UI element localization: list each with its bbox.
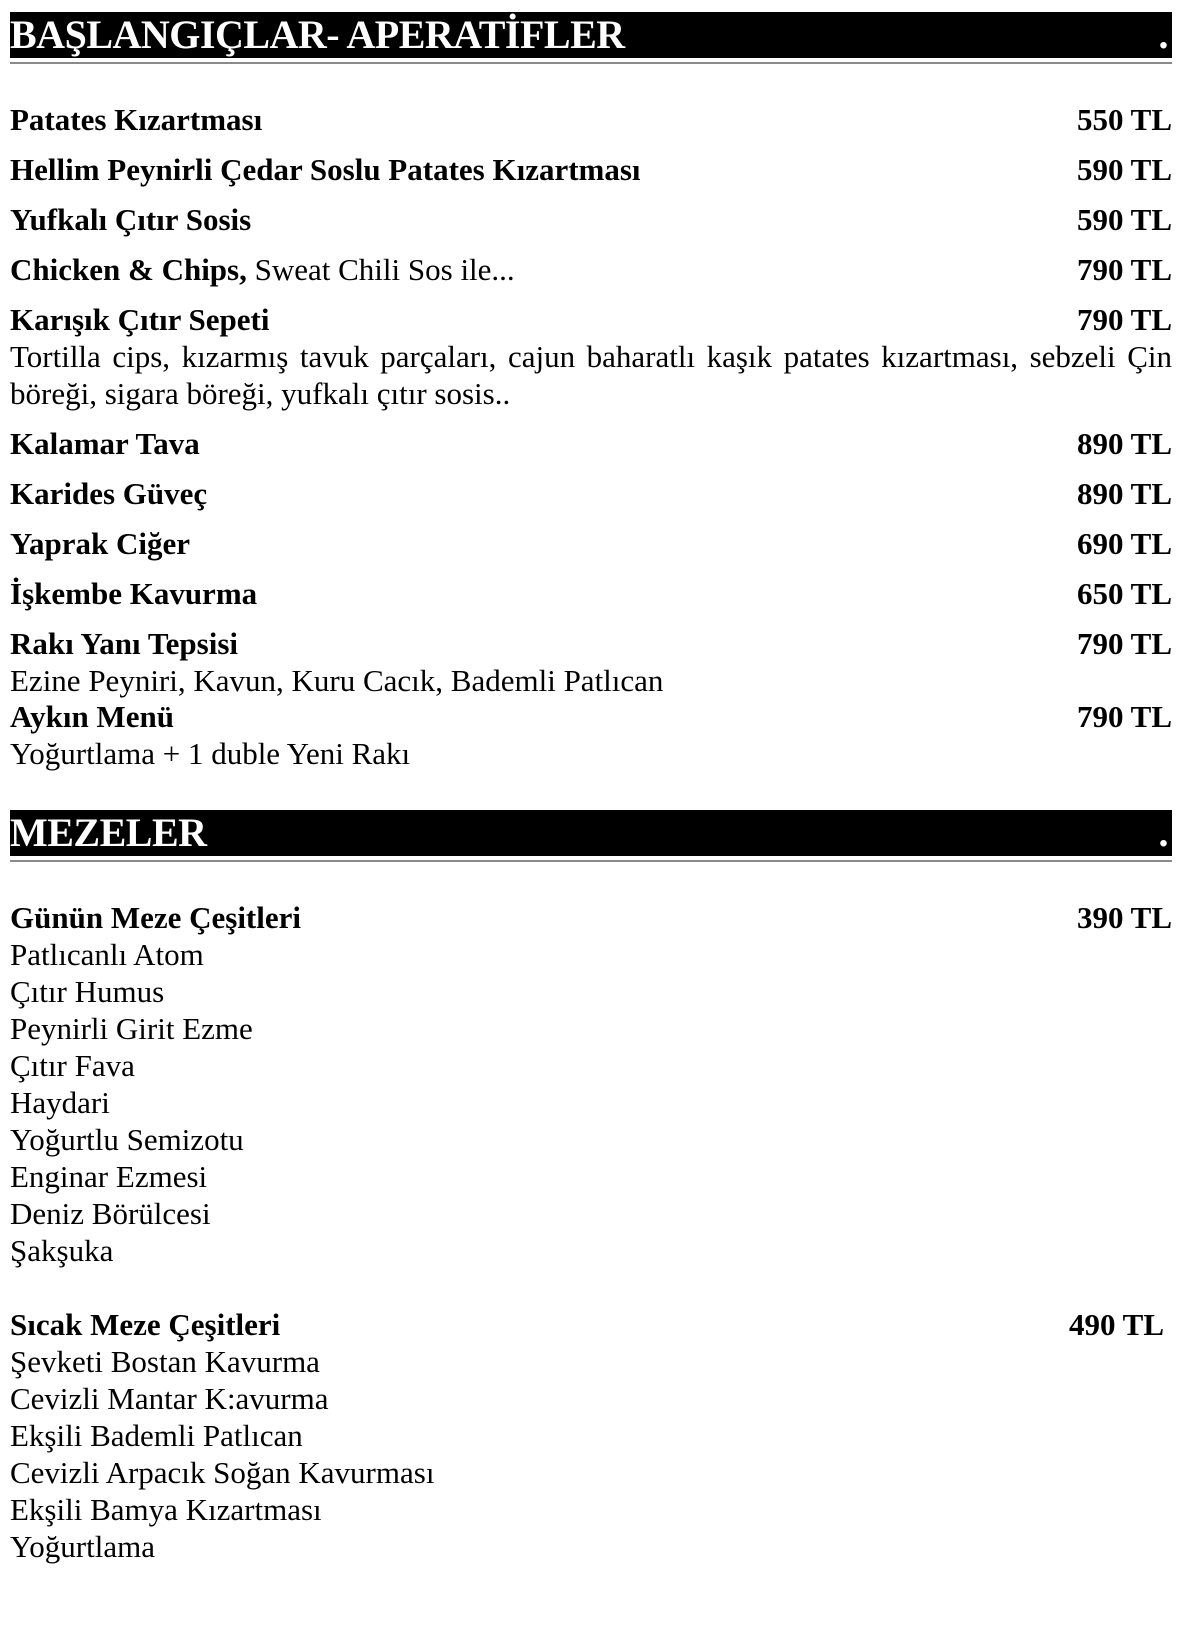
menu-item (10, 576, 1172, 612)
item-price: 590 TL (1076, 152, 1172, 187)
meze-group-header (10, 900, 1172, 936)
menu-page (10, 12, 1172, 1565)
section-header-starters (10, 12, 1172, 58)
menu-item (10, 626, 1172, 662)
item-price: 890 TL (1076, 476, 1172, 511)
meze-group-header (10, 1307, 1172, 1343)
group-price: 490 TL (1068, 1307, 1164, 1342)
item-price: 790 TL (1076, 302, 1172, 337)
item-price: 790 TL (1076, 699, 1172, 734)
group-name: Sıcak Meze Çeşitleri (10, 1307, 281, 1342)
item-name: Yufkalı Çıtır Sosis (10, 202, 252, 237)
menu-item (10, 102, 1172, 138)
item-description: Yoğurtlama + 1 duble Yeni Rakı (10, 736, 411, 771)
list-item: Yoğurtlama (10, 1529, 155, 1564)
list-item: Yoğurtlu Semizotu (10, 1122, 244, 1157)
item-inline-description: Sweat Chili Sos ile... (246, 252, 515, 287)
list-item: Cevizli Mantar K:avurma (10, 1381, 329, 1416)
menu-item (10, 526, 1172, 562)
item-name: Chicken & Chips, (10, 252, 247, 287)
item-price: 790 TL (1076, 252, 1172, 287)
meze-list (10, 1343, 1172, 1565)
item-name: Karışık Çıtır Sepeti (10, 302, 270, 337)
item-name: Patates Kızartması (10, 102, 263, 137)
item-name: Aykın Menü (10, 699, 174, 734)
list-item: Enginar Ezmesi (10, 1159, 208, 1194)
menu-item (10, 426, 1172, 462)
item-name: Hellim Peynirli Çedar Soslu Patates Kızartması (10, 152, 641, 187)
list-item: Cevizli Arpacık Soğan Kavurması (10, 1455, 435, 1490)
list-item: Şakşuka (10, 1233, 114, 1268)
list-item: Peynirli Girit Ezme (10, 1011, 253, 1046)
section-title-mezes: MEZELER (10, 810, 207, 855)
meze-list (10, 936, 1172, 1269)
item-name: İşkembe Kavurma (10, 576, 258, 611)
item-price: 590 TL (1076, 202, 1172, 237)
item-price: 790 TL (1076, 626, 1172, 661)
list-item: Şevketi Bostan Kavurma (10, 1344, 320, 1379)
section-header-mezes (10, 810, 1172, 856)
section-title-starters: BAŞLANGIÇLAR- APERATİFLER (10, 12, 625, 57)
list-item: Haydari (10, 1085, 110, 1120)
list-item: Ekşili Bamya Kızartması (10, 1492, 322, 1527)
item-price: 690 TL (1076, 526, 1172, 561)
item-name: Karides Güveç (10, 476, 208, 511)
menu-item (10, 302, 1172, 338)
list-item: Çıtır Humus (10, 974, 165, 1009)
list-item: Çıtır Fava (10, 1048, 135, 1083)
menu-item (10, 202, 1172, 238)
item-price: 890 TL (1076, 426, 1172, 461)
item-name: Rakı Yanı Tepsisi (10, 626, 239, 661)
item-description: Tortilla cips, kızarmış tavuk parçaları, cajun baharatlı kaşık patates kızartması, sebzeli Çin böreği, sigara böreği, yufkalı çıtır sosis.. (10, 339, 1172, 411)
list-item: Deniz Börülcesi (10, 1196, 211, 1231)
menu-item (10, 699, 1172, 735)
menu-item (10, 252, 1172, 288)
group-name: Günün Meze Çeşitleri (10, 900, 302, 935)
list-item: Patlıcanlı Atom (10, 937, 204, 972)
group-price: 390 TL (1076, 900, 1172, 935)
list-item: Ekşili Bademli Patlıcan (10, 1418, 303, 1453)
item-name: Kalamar Tava (10, 426, 200, 461)
menu-item (10, 152, 1172, 188)
section-header-dot: . (1158, 12, 1168, 57)
item-name: Yaprak Ciğer (10, 526, 190, 561)
section-header-dot: . (1158, 810, 1168, 855)
menu-item (10, 476, 1172, 512)
item-price: 550 TL (1076, 102, 1172, 137)
item-price: 650 TL (1076, 576, 1172, 611)
item-description: Ezine Peyniri, Kavun, Kuru Cacık, Bademli Patlıcan (10, 663, 664, 698)
